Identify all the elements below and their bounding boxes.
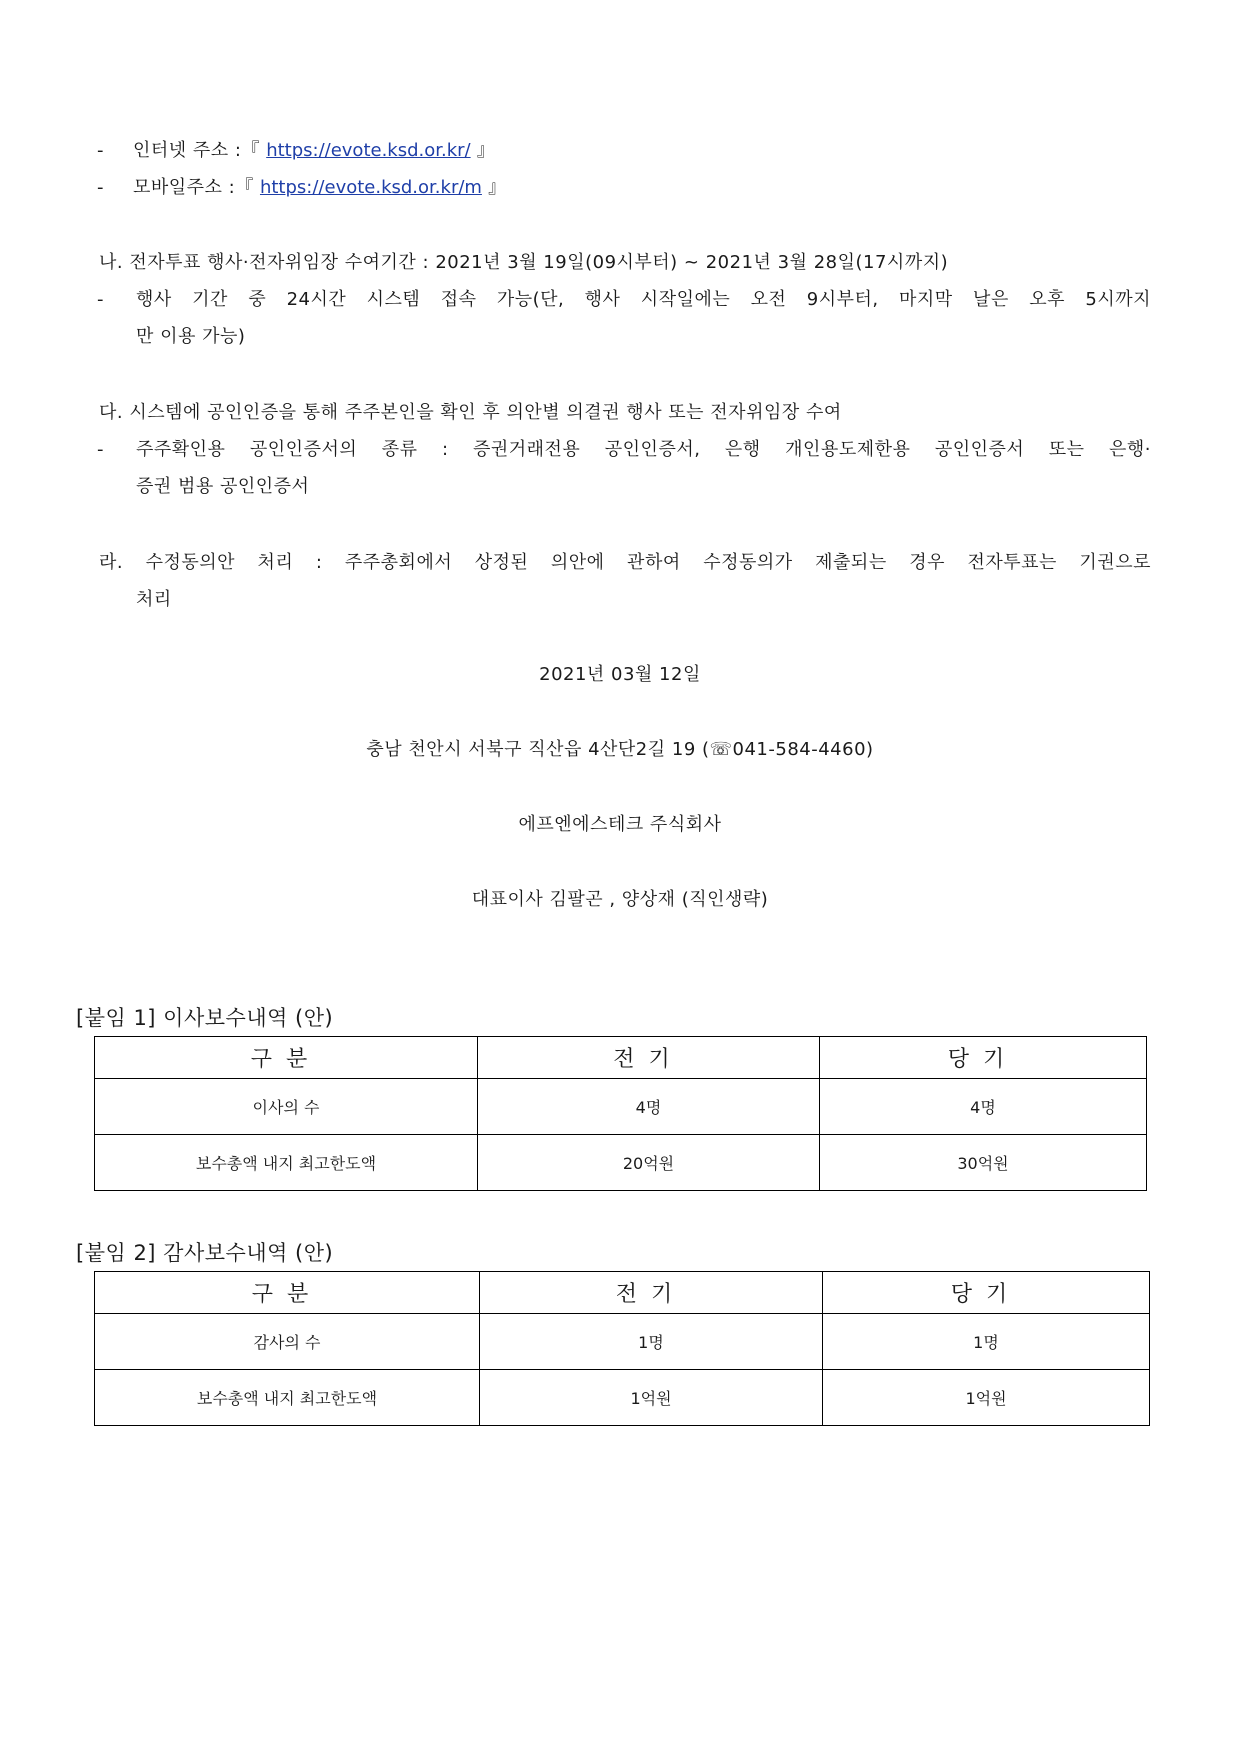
company-address: 충남 천안시 서북구 직산읍 4산단2길 19 (☏041-584-4460): [366, 739, 874, 760]
section-da-bullet-line1: 주주확인용 공인인증서의 종류 : 증권거래전용 공인인증서, 은행 개인용도제한용 공인인증서 또는 은행·: [136, 439, 1151, 460]
header-current-period: 당기: [823, 1272, 1150, 1314]
section-na-bullet-dash: -: [97, 289, 104, 310]
section-da-bullet-dash: -: [97, 439, 104, 460]
attachment2-table: [94, 1271, 1150, 1426]
header-category: 구분: [95, 1037, 478, 1079]
mobile-address-link[interactable]: https://evote.ksd.or.kr/m: [259, 177, 482, 198]
header-previous-period: 전기: [480, 1272, 823, 1314]
mobile-address-line: [97, 176, 507, 200]
table-row: [95, 1370, 1150, 1426]
cell-current: 1억원: [823, 1370, 1150, 1426]
dash-bullet: -: [97, 140, 104, 161]
section-da-title: 다. 시스템에 공인인증을 통해 주주본인을 확인 후 의안별 의결권 행사 또는 전자위임장 수여: [99, 402, 842, 423]
cell-category: 감사의 수: [95, 1314, 480, 1370]
section-ra-title: 라. 수정동의안 처리 : 주주총회에서 상정된 의안에 관하여 수정동의가 제출되는 경우 전자투표는 기권으로: [99, 552, 1151, 573]
mobile-address-close: 』: [488, 177, 507, 198]
ceo-signature: 대표이사 김팔곤 , 양상재 (직인생략): [471, 889, 769, 910]
header-previous-period: 전기: [478, 1037, 820, 1079]
cell-current: 1명: [823, 1314, 1150, 1370]
internet-address-line: [97, 139, 495, 163]
section-na-bullet-line2: 만 이용 가능): [136, 326, 246, 347]
dash-bullet: -: [97, 177, 104, 198]
table-row: [95, 1135, 1147, 1191]
table-row: [95, 1314, 1150, 1370]
header-current-period: 당기: [820, 1037, 1147, 1079]
internet-address-label: 인터넷 주소 :『: [133, 140, 260, 161]
section-da-bullet-line2: 증권 범용 공인인증서: [136, 476, 310, 497]
attachment1-title: [붙임 1] 이사보수내역 (안): [76, 1006, 334, 1030]
cell-category: 보수총액 내지 최고한도액: [95, 1370, 480, 1426]
document-date: 2021년 03월 12일: [539, 664, 701, 685]
cell-current: 30억원: [820, 1135, 1147, 1191]
mobile-address-label: 모바일주소 :『: [133, 177, 254, 198]
cell-category: 보수총액 내지 최고한도액: [95, 1135, 478, 1191]
table-header-row: [95, 1272, 1150, 1314]
company-name: 에프엔에스테크 주식회사: [518, 814, 722, 835]
section-ra-line2: 처리: [136, 589, 172, 610]
internet-address-link[interactable]: https://evote.ksd.or.kr/: [266, 140, 471, 161]
cell-category: 이사의 수: [95, 1079, 478, 1135]
internet-address-close: 』: [476, 140, 496, 161]
cell-previous: 1억원: [480, 1370, 823, 1426]
cell-current: 4명: [820, 1079, 1147, 1135]
cell-previous: 4명: [478, 1079, 820, 1135]
table-row: [95, 1079, 1147, 1135]
cell-previous: 1명: [480, 1314, 823, 1370]
attachment2-title: [붙임 2] 감사보수내역 (안): [76, 1241, 334, 1265]
attachment1-table: [94, 1036, 1147, 1191]
section-na-title: 나. 전자투표 행사·전자위임장 수여기간 : 2021년 3월 19일(09시부터) ~ 2021년 3월 28일(17시까지): [99, 252, 949, 273]
section-na-bullet-line1: 행사 기간 중 24시간 시스템 접속 가능(단, 행사 시작일에는 오전 9시부터, 마지막 날은 오후 5시까지: [136, 289, 1151, 310]
header-category: 구분: [95, 1272, 480, 1314]
table-header-row: [95, 1037, 1147, 1079]
cell-previous: 20억원: [478, 1135, 820, 1191]
